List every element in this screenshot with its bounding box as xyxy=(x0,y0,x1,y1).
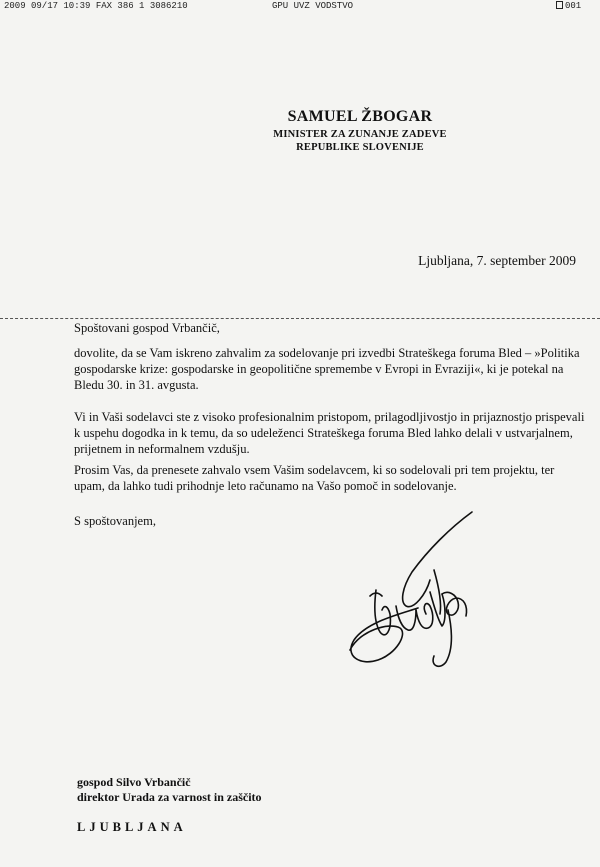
fax-header-left: 2009 09/17 10:39 FAX 386 1 3086210 xyxy=(4,1,188,11)
fax-page-icon xyxy=(556,1,563,9)
recipient-position: direktor Urada za varnost in zaščito xyxy=(77,790,262,804)
paragraph-3: Prosim Vas, da prenesete zahvalo vsem Vašim sodelavcem, ki so sodelovali pri tem projektu, ter upam, da lahko tudi prihodnje leto računamo na Vašo pomoč in sodelovanje. xyxy=(74,463,555,493)
letter-date: Ljubljana, 7. september 2009 xyxy=(418,253,576,268)
paragraph-2: Vi in Vaši sodelavci ste z visoko profesionalnim pristopom, prilagodljivostjo in prijaznostjo prispevali k uspehu dogodka in k temu, da so udeleženci Strateškega foruma Bled lahko delali v ustvarjalnem, prijetnem in neformalnem vzdušju. xyxy=(74,410,585,456)
fax-scan-line xyxy=(0,318,600,319)
fax-header xyxy=(0,0,600,12)
closing: S spoštovanjem, xyxy=(74,514,156,528)
fax-page-number: 001 xyxy=(565,1,582,11)
fax-header-page xyxy=(556,0,581,12)
letterhead-title xyxy=(190,128,530,154)
recipient-name: gospod Silvo Vrbančič xyxy=(77,775,191,789)
recipient-block xyxy=(77,775,477,805)
handwritten-signature xyxy=(330,510,480,680)
letterhead-title-line2: REPUBLIKE SLOVENIJE xyxy=(296,142,424,153)
letterhead-title-line1: MINISTER ZA ZUNANJE ZADEVE xyxy=(273,129,447,140)
salutation: Spoštovani gospod Vrbančič, xyxy=(74,321,220,335)
fax-header-center: GPU UVZ VODSTVO xyxy=(272,1,354,11)
paragraph-1: dovolite, da se Vam iskreno zahvalim za sodelovanje pri izvedbi Strateškega foruma Bled – »Politika gospodarske krize: gospodarske in geopolitične spremembe v Evropi in Evraziji«, ki je potekal na Bledu 30. in 31. avgusta. xyxy=(74,346,580,392)
letterhead-name: SAMUEL ŽBOGAR xyxy=(287,108,433,125)
recipient-city: LJUBLJANA xyxy=(77,820,187,834)
